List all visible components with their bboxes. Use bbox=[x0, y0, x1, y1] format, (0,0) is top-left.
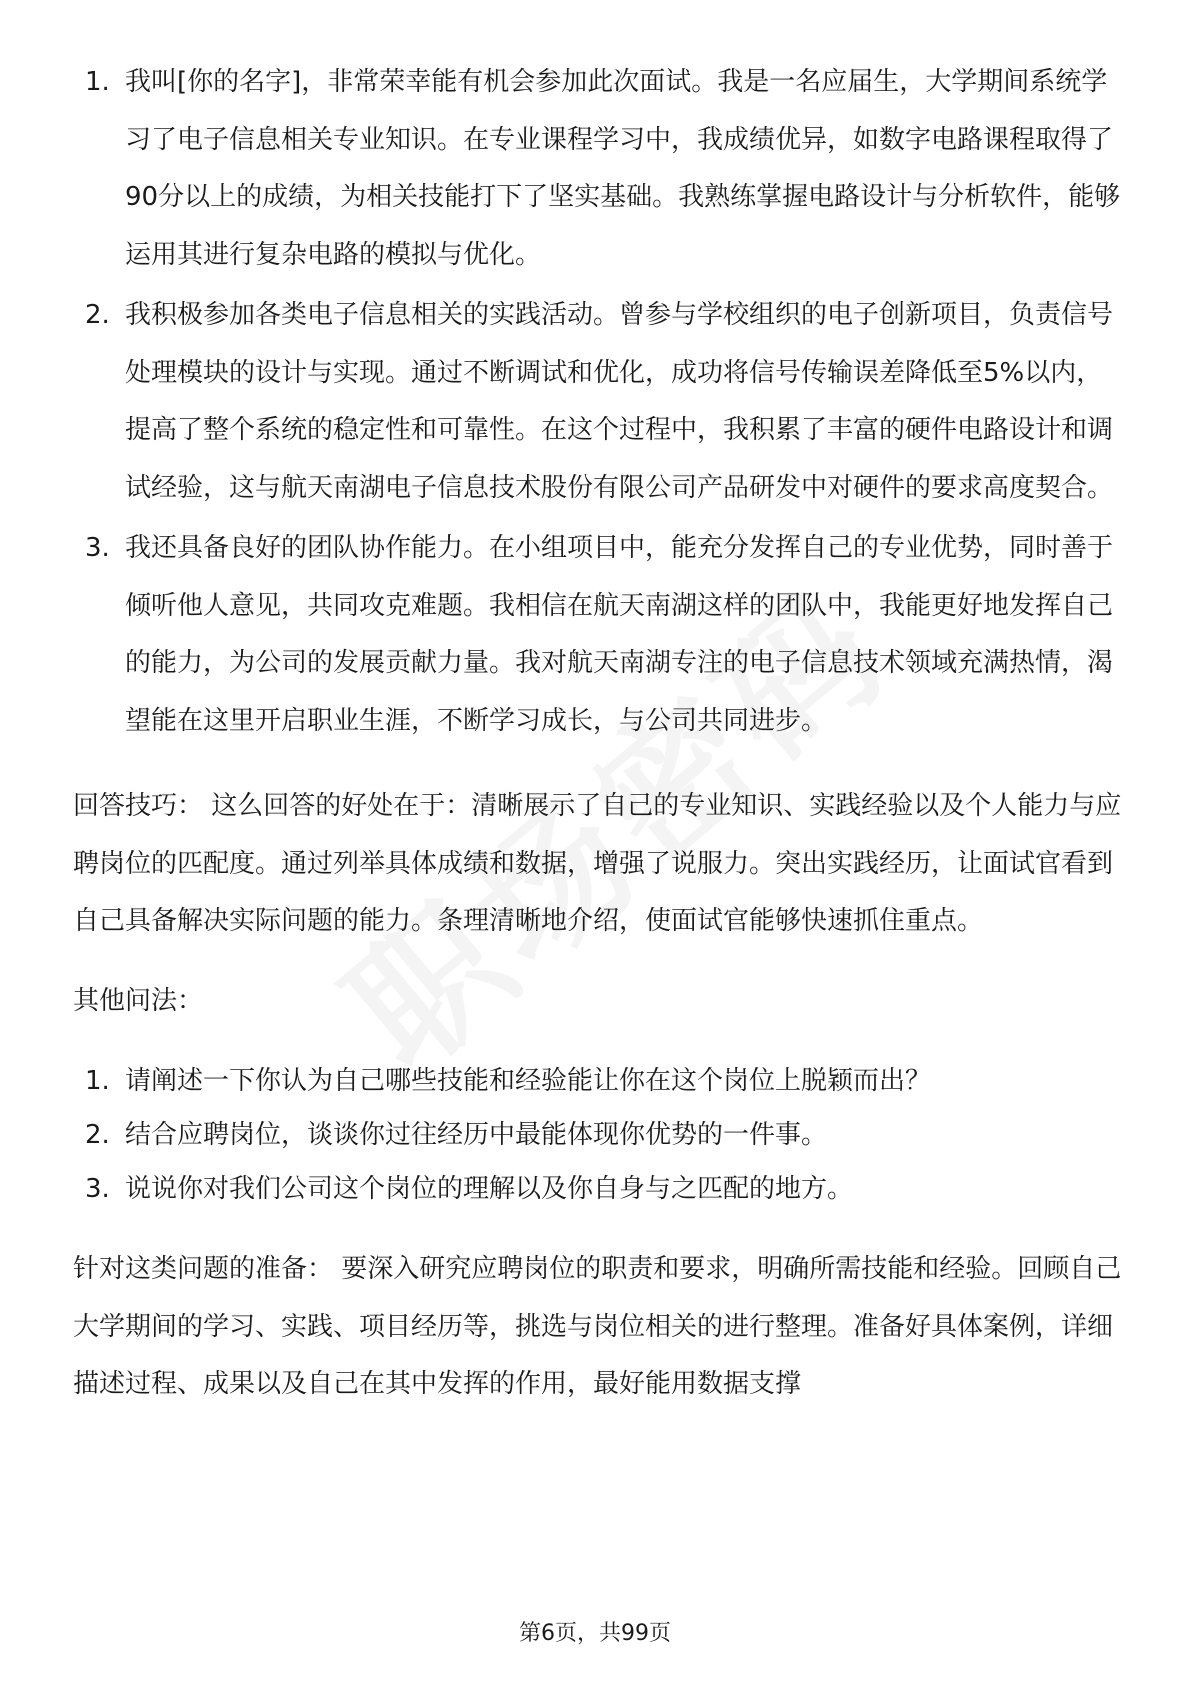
answer-tips: 回答技巧： 这么回答的好处在于：清晰展示了自己的专业知识、实践经验以及个人能力与应聘岗位的匹配度。通过列举具体成绩和数据，增强了说服力。突出实践经历，让面试官看到自己具备解决实际问题的能力。条理清晰地介绍，使面试官能够快速抓住重点。 bbox=[73, 791, 1122, 936]
other-question-2 bbox=[73, 1108, 1123, 1162]
page-number: 第6页，共99页 bbox=[519, 1621, 671, 1646]
document-body bbox=[73, 54, 1123, 1414]
answer-item-1 bbox=[73, 54, 1123, 284]
item-text: 我还具备良好的团队协作能力。在小组项目中，能充分发挥自己的专业优势，同时善于倾听他人意见，共同攻克难题。我相信在航天南湖这样的团队中，我能更好地发挥自己的能力，为公司的发展贡献力量。我对航天南湖专注的电子信息技术领域充满热情，渴望能在这里开启职业生涯，不断学习成长，与公司共同进步。 bbox=[125, 533, 1114, 736]
item-number: 2. bbox=[85, 1120, 110, 1150]
item-number: 2. bbox=[85, 300, 110, 330]
answer-item-2 bbox=[73, 287, 1123, 517]
other-question-1 bbox=[73, 1054, 1123, 1108]
item-number: 3. bbox=[85, 1174, 110, 1204]
other-questions-heading: 其他问法： bbox=[73, 985, 204, 1016]
item-text: 结合应聘岗位，谈谈你过往经历中最能体现你优势的一件事。 bbox=[125, 1120, 828, 1150]
item-text: 说说你对我们公司这个岗位的理解以及你自身与之匹配的地方。 bbox=[125, 1174, 854, 1204]
item-number: 1. bbox=[85, 67, 110, 97]
answer-item-3 bbox=[73, 520, 1123, 750]
preparation-tips: 针对这类问题的准备： 要深入研究应聘岗位的职责和要求，明确所需技能和经验。回顾自己大学期间的学习、实践、项目经历等，挑选与岗位相关的进行整理。准备好具体案例，详细描述过程、成果以及自己在其中发挥的作用，最好能用数据支撑 bbox=[73, 1254, 1122, 1399]
item-number: 3. bbox=[85, 533, 110, 563]
item-text: 我叫[你的名字]，非常荣幸能有机会参加此次面试。我是一名应届生，大学期间系统学习了电子信息相关专业知识。在专业课程学习中，我成绩优异，如数字电路课程取得了90分以上的成绩，为相关技能打下了坚实基础。我熟练掌握电路设计与分析软件，能够运用其进行复杂电路的模拟与优化。 bbox=[125, 67, 1121, 270]
other-question-3 bbox=[73, 1162, 1123, 1216]
item-number: 1. bbox=[85, 1066, 110, 1096]
item-text: 请阐述一下你认为自己哪些技能和经验能让你在这个岗位上脱颖而出？ bbox=[125, 1066, 932, 1096]
item-text: 我积极参加各类电子信息相关的实践活动。曾参与学校组织的电子创新项目，负责信号处理模块的设计与实现。通过不断调试和优化，成功将信号传输误差降低至5%以内，提高了整个系统的稳定性和可靠性。在这个过程中，我积累了丰富的硬件电路设计和调试经验，这与航天南湖电子信息技术股份有限公司产品研发中对硬件的要求高度契合。 bbox=[125, 300, 1114, 503]
